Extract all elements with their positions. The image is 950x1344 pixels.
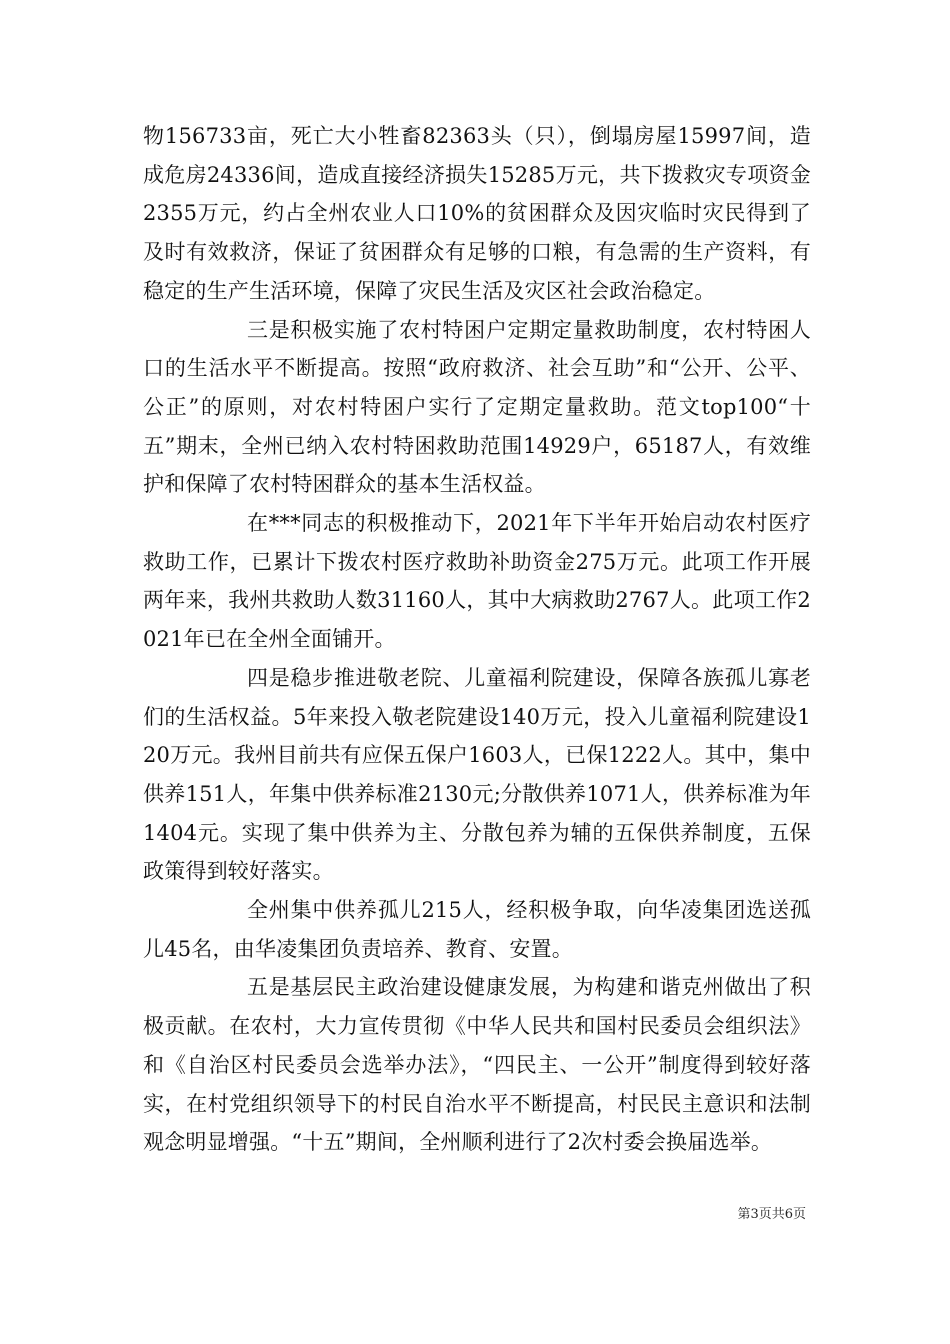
page-number: 第3页共6页 (737, 1207, 806, 1222)
paragraph-orphans: 全州集中供养孤儿215人，经积极争取，向华凌集团选送孤儿45名，由华凌集团负责培养、教育、安置。 (143, 898, 811, 961)
paragraph-grassroots-democracy: 五是基层民主政治建设健康发展，为构建和谐克州做出了积极贡献。在农村，大力宣传贯彻《中华人民共和国村民委员会组织法》和《自治区村民委员会选举办法》，“四民主、一公开”制度得到较好落实，在村党组织领导下的村民自治水平不断提高，村民民主意识和法制观念明显增强。“十五”期间，全州顺利进行了2次村委会换届选举。 (143, 975, 811, 1155)
paragraph-welfare-homes: 四是稳步推进敬老院、儿童福利院建设，保障各族孤儿寡老们的生活权益。5年来投入敬老院建设140万元，投入儿童福利院建设120万元。我州目前共有应保五保户1603人，已保1222人。其中，集中供养151人，年集中供养标准2130元;分散供养1071人，供养标准为年1404元。实现了集中供养为主、分散包养为辅的五保供养制度，五保政策得到较好落实。 (143, 665, 811, 884)
paragraph-disaster-relief: 物156733亩，死亡大小牲畜82363头（只），倒塌房屋15997间，造成危房24336间，造成直接经济损失15285万元，共下拨救灾专项资金2355万元，约占全州农业人口10%的贫困群众及因灾临时灾民得到了及时有效救济，保证了贫困群众有足够的口粮，有急需的生产资料，有稳定的生产生活环境，保障了灾民生活及灾区社会政治稳定。 (143, 124, 811, 303)
document-body (143, 117, 811, 1162)
paragraph-medical-assistance: 在***同志的积极推动下，2021年下半年开始启动农村医疗救助工作，已累计下拨农村医疗救助补助资金275万元。此项工作开展两年来，我州共救助人数31160人，其中大病救助2767人。此项工作2021年已在全州全面铺开。 (143, 511, 811, 652)
paragraph-poverty-assistance: 三是积极实施了农村特困户定期定量救助制度，农村特困人口的生活水平不断提高。按照“政府救济、社会互助”和“公开、公平、公正”的原则，对农村特困户实行了定期定量救助。范文top100“十五”期末，全州已纳入农村特困救助范围14929户，65187人，有效维护和保障了农村特困群众的基本生活权益。 (143, 317, 811, 497)
